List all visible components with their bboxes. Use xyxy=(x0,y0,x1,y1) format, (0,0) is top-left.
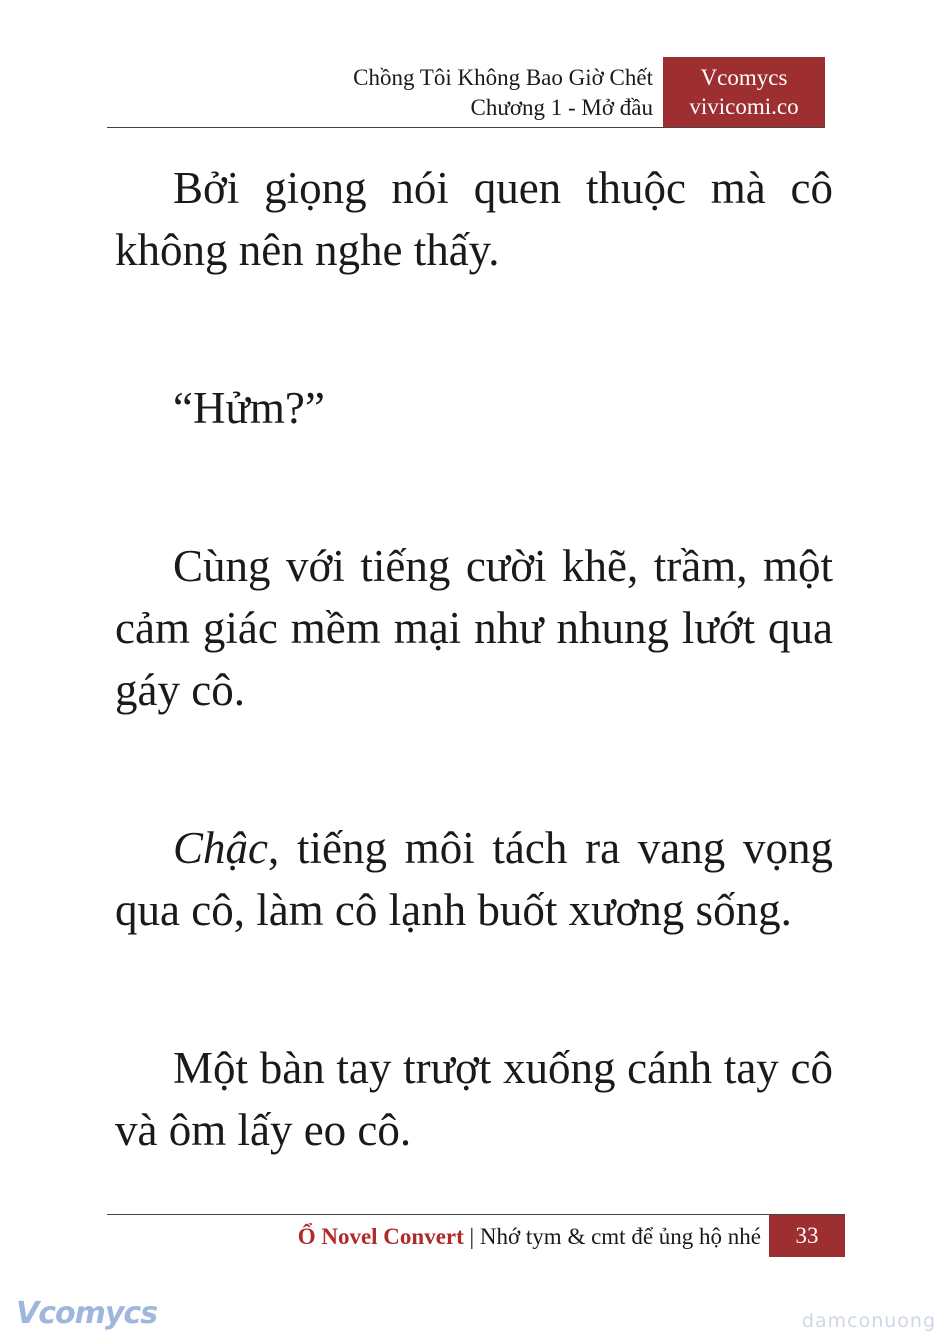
paragraph-gap xyxy=(115,439,833,535)
page-footer xyxy=(107,1215,845,1257)
paragraph-gap xyxy=(115,941,833,1037)
paragraph-text: Cùng với tiếng cười khẽ, trầm, một cảm giác mềm mại như nhung lướt qua gáy cô. xyxy=(115,541,833,715)
header-divider xyxy=(107,127,825,128)
book-title: Chồng Tôi Không Bao Giờ Chết xyxy=(353,65,653,90)
paragraph-text: “Hửm?” xyxy=(173,383,325,433)
badge-brand: Vcomycs xyxy=(700,65,788,90)
footer-text xyxy=(298,1223,761,1251)
footer-message: Nhớ tym & cmt để ủng hộ nhé xyxy=(479,1224,761,1249)
page-header xyxy=(107,57,825,127)
chapter-body xyxy=(115,157,833,1161)
watermark-text-right: damconuong xyxy=(801,1310,936,1332)
chapter-title: Chương 1 - Mở đầu xyxy=(470,95,653,120)
paragraph-gap xyxy=(115,281,833,377)
paragraph-gap xyxy=(115,721,833,817)
paragraph-text: Một bàn tay trượt xuống cánh tay cô và ôm lấy eo cô. xyxy=(115,1043,833,1155)
paragraph xyxy=(115,377,833,439)
paragraph xyxy=(115,157,833,281)
page-number: 33 xyxy=(769,1215,845,1257)
footer-separator: | xyxy=(469,1224,475,1249)
paragraph xyxy=(115,817,833,941)
paragraph xyxy=(115,535,833,721)
paragraph-italic-word: Chậc xyxy=(173,823,268,873)
badge-url: vivicomi.co xyxy=(689,94,799,119)
site-badge xyxy=(663,57,825,127)
watermark-logo-left: Vcomycs xyxy=(16,1296,158,1331)
paragraph xyxy=(115,1037,833,1161)
header-titles xyxy=(353,63,653,123)
paragraph-text: Bởi giọng nói quen thuộc mà cô không nên nghe thấy. xyxy=(115,163,833,275)
footer-brand: Ổ Novel Convert xyxy=(297,1224,464,1249)
paragraph-text: , tiếng môi tách ra vang vọng qua cô, làm cô lạnh buốt xương sống. xyxy=(115,823,833,935)
